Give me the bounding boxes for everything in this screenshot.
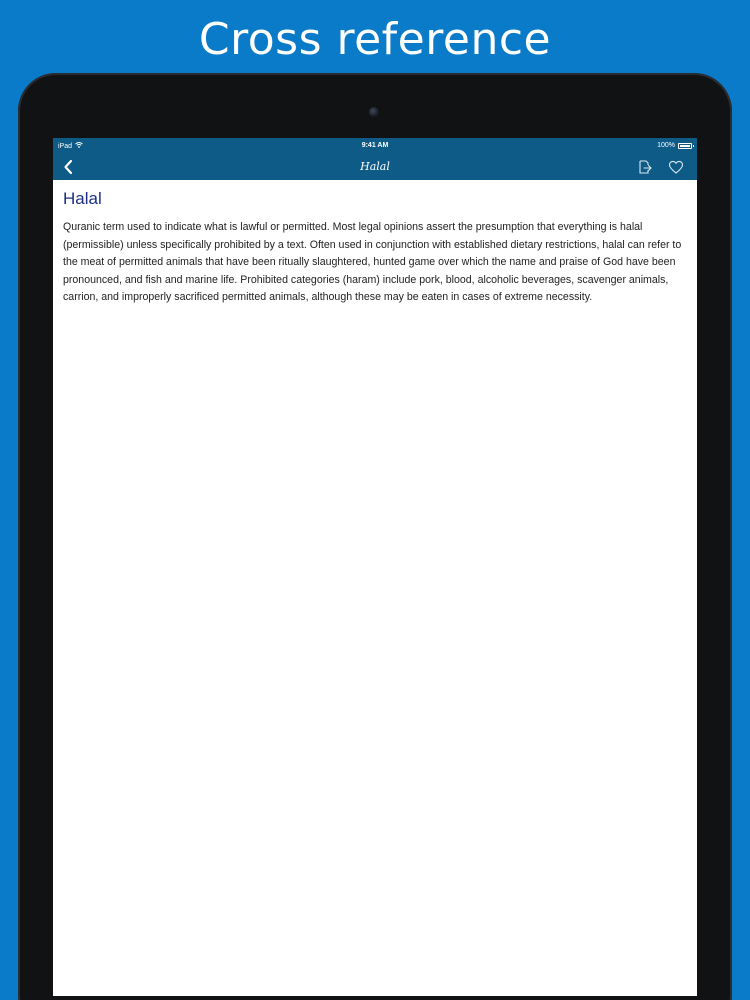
entry-title: Halal <box>63 189 102 208</box>
entry-body: Quranic term used to indicate what is lawful or permitted. Most legal opinions assert the presumption that everything is halal (permissible) unless specifically prohibited by a text. Often used in conjunction with established dietary restrictions, halal can refer to the meat of permitted animals that have been ritually slaughtered, hunted game over which the name and praise of God have been pronounced, and fish and marine life. Prohibited categories (haram) include pork, blood, alcoholic beverages, scavenger animals, carrion, and improperly sacrificed permitted animals, although these may be eaten in cases of extreme necessity. <box>63 221 682 304</box>
heart-icon <box>667 158 685 176</box>
nav-title: Halal <box>360 160 390 173</box>
front-camera <box>369 107 379 117</box>
share-button[interactable] <box>636 158 654 176</box>
status-right <box>657 142 692 149</box>
share-icon <box>636 158 654 176</box>
banner-title: Cross reference <box>198 14 552 65</box>
navigation-bar <box>53 154 697 180</box>
favorite-button[interactable] <box>667 158 685 176</box>
entry-content <box>63 188 685 307</box>
status-bar <box>53 138 697 154</box>
battery-percent: 100% <box>657 142 675 149</box>
app-screen <box>53 138 697 996</box>
status-time: 9:41 AM <box>361 142 389 149</box>
carrier-label: iPad <box>58 142 73 150</box>
battery-icon <box>678 143 692 149</box>
